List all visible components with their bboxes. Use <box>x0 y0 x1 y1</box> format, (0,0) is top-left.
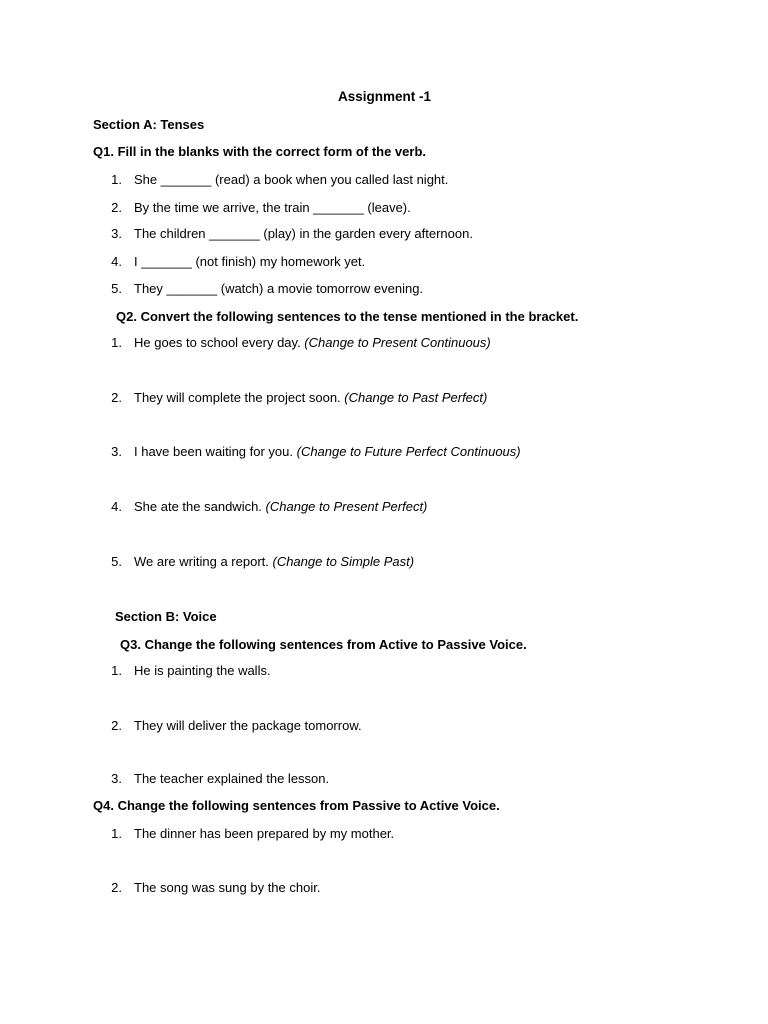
q4-text: Q4. Change the following sentences from Passive to Active Voice. <box>93 798 500 813</box>
q4-item-number: 2. <box>111 880 122 895</box>
q1-item: She _______ (read) a book when you called last night. <box>134 172 449 187</box>
q1-item-number: 5. <box>111 281 122 296</box>
q2-item-note: (Change to Past Perfect) <box>344 390 488 405</box>
q4-item: The dinner has been prepared by my mother. <box>134 826 395 841</box>
section-a-heading: Section A: Tenses <box>93 117 205 132</box>
q3-item: He is painting the walls. <box>134 663 271 678</box>
section-b-heading: Section B: Voice <box>115 609 217 624</box>
q2-item <box>134 444 521 460</box>
q4-item: The song was sung by the choir. <box>134 880 321 895</box>
q2-item-text: They will complete the project soon. <box>134 390 345 405</box>
q2-item <box>134 390 487 406</box>
q3-text: Q3. Change the following sentences from Active to Passive Voice. <box>120 637 527 652</box>
q2-item-number: 4. <box>111 499 122 514</box>
q3-item-number: 2. <box>111 718 122 733</box>
q4-item-number: 1. <box>111 826 122 841</box>
q1-item-number: 2. <box>111 200 122 215</box>
q3-item-number: 1. <box>111 663 122 678</box>
q3-item-number: 3. <box>111 771 122 786</box>
page-title: Assignment -1 <box>338 89 432 104</box>
q2-item-text: I have been waiting for you. <box>134 444 297 459</box>
q3-item: The teacher explained the lesson. <box>134 771 330 786</box>
q1-item: They _______ (watch) a movie tomorrow evening. <box>134 281 424 296</box>
q2-text: Q2. Convert the following sentences to the tense mentioned in the bracket. <box>116 309 579 324</box>
q3-item: They will deliver the package tomorrow. <box>134 718 362 733</box>
q2-item-text: She ate the sandwich. <box>134 499 266 514</box>
q2-item-note: (Change to Present Perfect) <box>265 499 428 514</box>
q2-item-number: 1. <box>111 335 122 350</box>
q2-item-text: We are writing a report. <box>134 554 273 569</box>
q1-item: I _______ (not finish) my homework yet. <box>134 254 366 269</box>
q1-item: By the time we arrive, the train _______ (leave). <box>134 200 411 215</box>
q2-item <box>134 335 491 351</box>
q2-item-number: 3. <box>111 444 122 459</box>
q2-item-number: 2. <box>111 390 122 405</box>
q2-item-note: (Change to Present Continuous) <box>304 335 491 350</box>
q2-item-number: 5. <box>111 554 122 569</box>
q1-item-number: 3. <box>111 226 122 241</box>
q2-item-note: (Change to Future Perfect Continuous) <box>296 444 521 459</box>
q1-item-number: 1. <box>111 172 122 187</box>
q2-item <box>134 554 414 570</box>
q2-item <box>134 499 427 515</box>
q1-item: The children _______ (play) in the garden every afternoon. <box>134 226 473 241</box>
q2-item-note: (Change to Simple Past) <box>272 554 415 569</box>
q1-text: Q1. Fill in the blanks with the correct form of the verb. <box>93 144 426 159</box>
q1-item-number: 4. <box>111 254 122 269</box>
q2-item-text: He goes to school every day. <box>134 335 305 350</box>
